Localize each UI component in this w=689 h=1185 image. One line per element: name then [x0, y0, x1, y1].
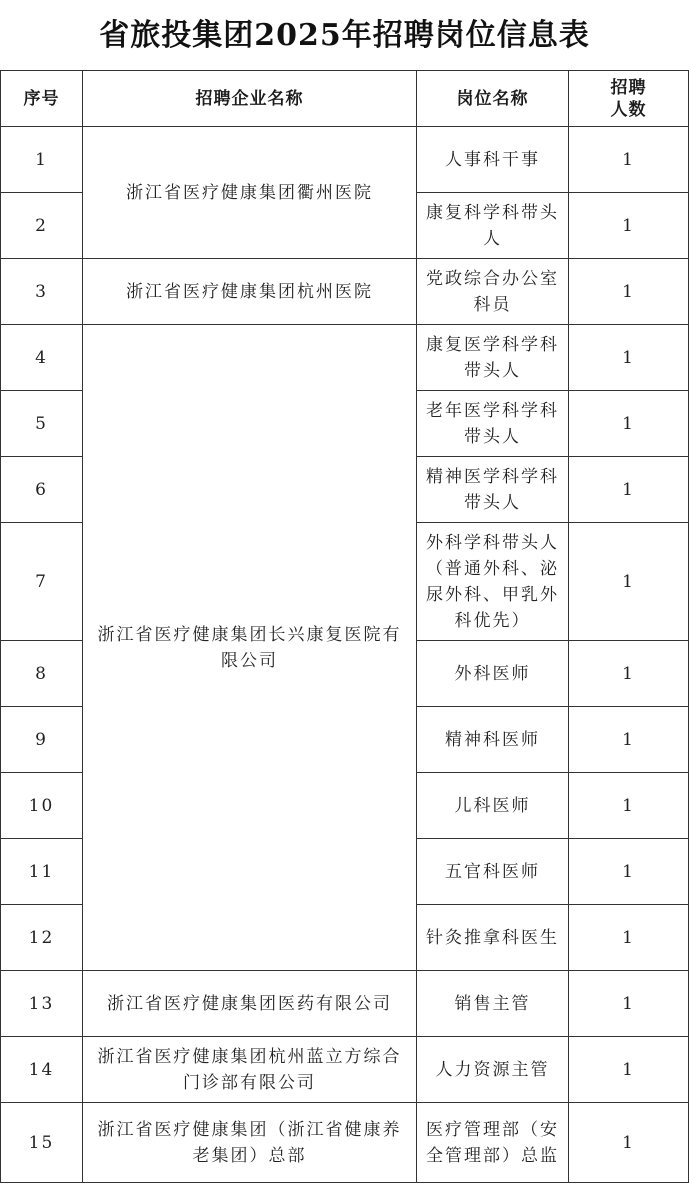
- hire-count: 1: [569, 391, 689, 457]
- table-row: [1, 1103, 689, 1183]
- row-index: 9: [1, 707, 83, 773]
- hire-count: 1: [569, 773, 689, 839]
- hire-count: 1: [569, 127, 689, 193]
- row-index: 7: [1, 523, 83, 641]
- row-index: 5: [1, 391, 83, 457]
- position-name: 康复医学科学科带头人: [417, 325, 569, 391]
- company-name: 浙江省医疗健康集团杭州蓝立方综合门诊部有限公司: [83, 1037, 417, 1103]
- row-index: 12: [1, 905, 83, 971]
- position-name: 销售主管: [417, 971, 569, 1037]
- page-title: 省旅投集团2025年招聘岗位信息表: [99, 18, 590, 53]
- company-name: 浙江省医疗健康集团衢州医院: [83, 127, 417, 259]
- position-name: 人事科干事: [417, 127, 569, 193]
- header-position: 岗位名称: [417, 71, 569, 127]
- header-count-line2: 人数: [610, 99, 647, 120]
- header-index: 序号: [1, 71, 83, 127]
- row-index: 13: [1, 971, 83, 1037]
- table-row: [1, 971, 689, 1037]
- company-name: 浙江省医疗健康集团杭州医院: [83, 259, 417, 325]
- hire-count: 1: [569, 325, 689, 391]
- header-company: 招聘企业名称: [83, 71, 417, 127]
- company-name: 浙江省医疗健康集团医药有限公司: [83, 971, 417, 1037]
- recruitment-table: [0, 70, 689, 1183]
- position-name: 老年医学科学科带头人: [417, 391, 569, 457]
- hire-count: 1: [569, 457, 689, 523]
- position-name: 针灸推拿科医生: [417, 905, 569, 971]
- row-index: 1: [1, 127, 83, 193]
- hire-count: 1: [569, 1037, 689, 1103]
- row-index: 8: [1, 641, 83, 707]
- table-row: [1, 127, 689, 193]
- hire-count: 1: [569, 905, 689, 971]
- hire-count: 1: [569, 523, 689, 641]
- position-name: 外科医师: [417, 641, 569, 707]
- hire-count: 1: [569, 641, 689, 707]
- table-row: [1, 259, 689, 325]
- position-name: 人力资源主管: [417, 1037, 569, 1103]
- row-index: 15: [1, 1103, 83, 1183]
- header-count: [569, 71, 689, 127]
- position-name: 儿科医师: [417, 773, 569, 839]
- header-count-line1: 招聘: [610, 77, 647, 98]
- table-header-row: [1, 71, 689, 127]
- hire-count: 1: [569, 259, 689, 325]
- position-name: 外科学科带头人（普通外科、泌尿外科、甲乳外科优先）: [417, 523, 569, 641]
- hire-count: 1: [569, 707, 689, 773]
- table-row: [1, 325, 689, 391]
- hire-count: 1: [569, 839, 689, 905]
- position-name: 五官科医师: [417, 839, 569, 905]
- table-row: [1, 1037, 689, 1103]
- row-index: 4: [1, 325, 83, 391]
- hire-count: 1: [569, 1103, 689, 1183]
- company-name: 浙江省医疗健康集团长兴康复医院有限公司: [83, 325, 417, 971]
- row-index: 2: [1, 193, 83, 259]
- row-index: 14: [1, 1037, 83, 1103]
- position-name: 精神科医师: [417, 707, 569, 773]
- hire-count: 1: [569, 971, 689, 1037]
- hire-count: 1: [569, 193, 689, 259]
- company-name: 浙江省医疗健康集团（浙江省健康养老集团）总部: [83, 1103, 417, 1183]
- row-index: 11: [1, 839, 83, 905]
- position-name: 医疗管理部（安全管理部）总监: [417, 1103, 569, 1183]
- row-index: 6: [1, 457, 83, 523]
- position-name: 党政综合办公室科员: [417, 259, 569, 325]
- position-name: 康复科学科带头人: [417, 193, 569, 259]
- position-name: 精神医学科学科带头人: [417, 457, 569, 523]
- row-index: 10: [1, 773, 83, 839]
- row-index: 3: [1, 259, 83, 325]
